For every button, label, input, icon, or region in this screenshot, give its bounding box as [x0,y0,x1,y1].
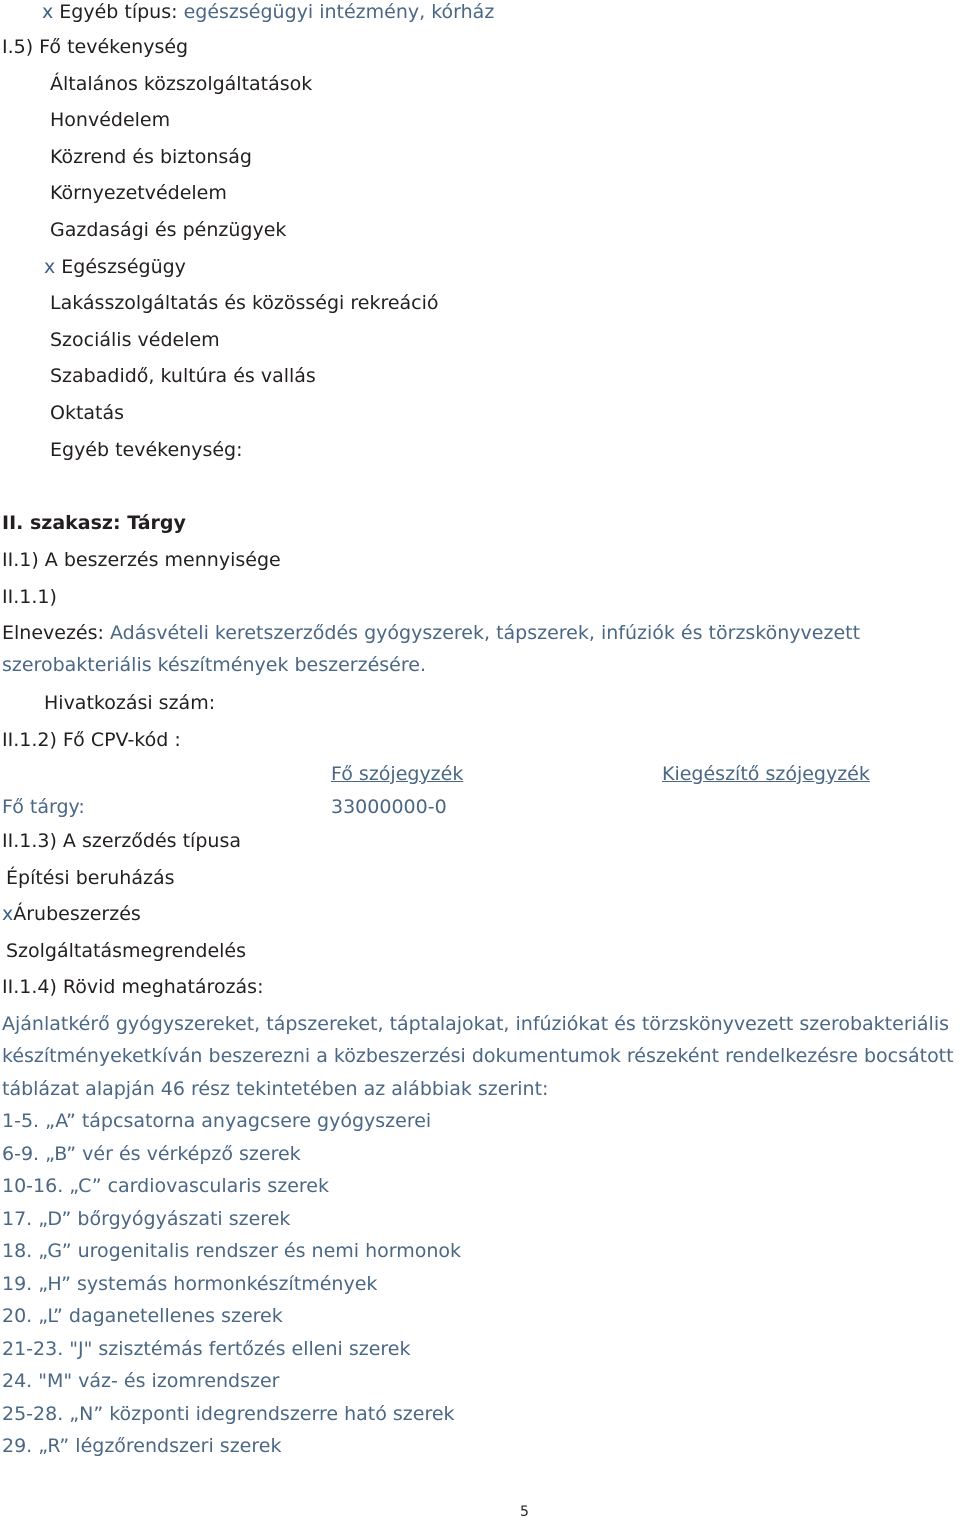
main-vocabulary-header: Fő szójegyzék [331,763,464,785]
short-description-line: készítményeketkíván beszerezni a közbeszerzési dokumentumok részeként rendelkezésre bocsátott [2,1045,954,1067]
activity-item: Lakásszolgáltatás és közösségi rekreáció [50,292,439,314]
lot-item: 24. "M" váz- és izomrendszer [2,1370,280,1392]
activity-item: Gazdasági és pénzügyek [50,219,287,241]
lot-item: 1-5. „A” tápcsatorna anyagcsere gyógyszerei [2,1110,432,1132]
other-type-label: Egyéb típus: [59,1,178,23]
cpv-heading: II.1.2) Fő CPV-kód : [2,729,181,751]
activity-item: Egyéb tevékenység: [50,439,243,461]
reference-label: Hivatkozási szám: [44,692,216,714]
name-value: Adásvételi keretszerződés gyógyszerek, tápszerek, infúziók és törzskönyvezett [109,622,861,644]
activity-item: Általános közszolgáltatások [50,73,313,95]
page-number: 5 [520,1504,529,1520]
contract-type-option: Szolgáltatásmegrendelés [6,940,247,962]
short-description-line: táblázat alapján 46 rész tekintetében az alábbiak szerint: [2,1078,549,1100]
contract-type-heading: II.1.3) A szerződés típusa [2,830,241,852]
lot-item: 10-16. „C” cardiovascularis szerek [2,1175,329,1197]
contract-type-option-checked [2,902,141,926]
lot-item: 18. „G” urogenitalis rendszer és nemi hormonok [2,1240,462,1262]
main-subject-label: Fő tárgy: [2,796,85,818]
contract-type-option: Építési beruházás [6,867,175,889]
activity-item: Közrend és biztonság [50,146,252,168]
name-value-continued: szerobakteriális készítmények beszerzésére. [2,654,426,676]
quantity-heading: II.1) A beszerzés mennyisége [2,549,281,571]
contract-type-label: Árubeszerzés [13,903,141,925]
lot-item: 6-9. „B” vér és vérképző szerek [2,1143,301,1165]
main-activity-heading: I.5) Fő tevékenység [2,36,189,58]
activity-item: Honvédelem [50,109,171,131]
lot-item: 20. „L” daganetellenes szerek [2,1305,283,1327]
main-subject-code: 33000000-0 [331,796,447,818]
lot-item: 25-28. „N” központi idegrendszerre ható szerek [2,1403,455,1425]
name-label: Elnevezés: [2,622,104,644]
activity-item: Szabadidő, kultúra és vallás [50,365,316,387]
checkbox-mark: x [2,903,14,925]
short-description-heading: II.1.4) Rövid meghatározás: [2,976,264,998]
activity-item-checked [44,255,186,279]
subsection-heading: II.1.1) [2,586,57,608]
activity-item: Szociális védelem [50,329,220,351]
other-type-line [42,0,494,24]
name-line-1 [2,621,860,645]
checkbox-mark: x [44,256,56,278]
checkbox-mark: x [42,1,54,23]
lot-item: 29. „R” légzőrendszeri szerek [2,1435,282,1457]
activity-item-label: Egészségügy [61,256,186,278]
supplementary-vocabulary-header: Kiegészítő szójegyzék [662,763,870,785]
lot-item: 19. „H” systemás hormonkészítmények [2,1273,378,1295]
activity-item: Környezetvédelem [50,182,227,204]
short-description-line: Ajánlatkérő gyógyszereket, tápszereket, táptalajokat, infúziókat és törzskönyvezett szerobakteriális [2,1013,950,1035]
other-type-value: egészségügyi intézmény, kórház [183,1,495,23]
lot-item: 21-23. "J" szisztémás fertőzés elleni szerek [2,1338,411,1360]
activity-item: Oktatás [50,402,125,424]
section-heading: II. szakasz: Tárgy [2,512,186,534]
lot-item: 17. „D” bőrgyógyászati szerek [2,1208,291,1230]
